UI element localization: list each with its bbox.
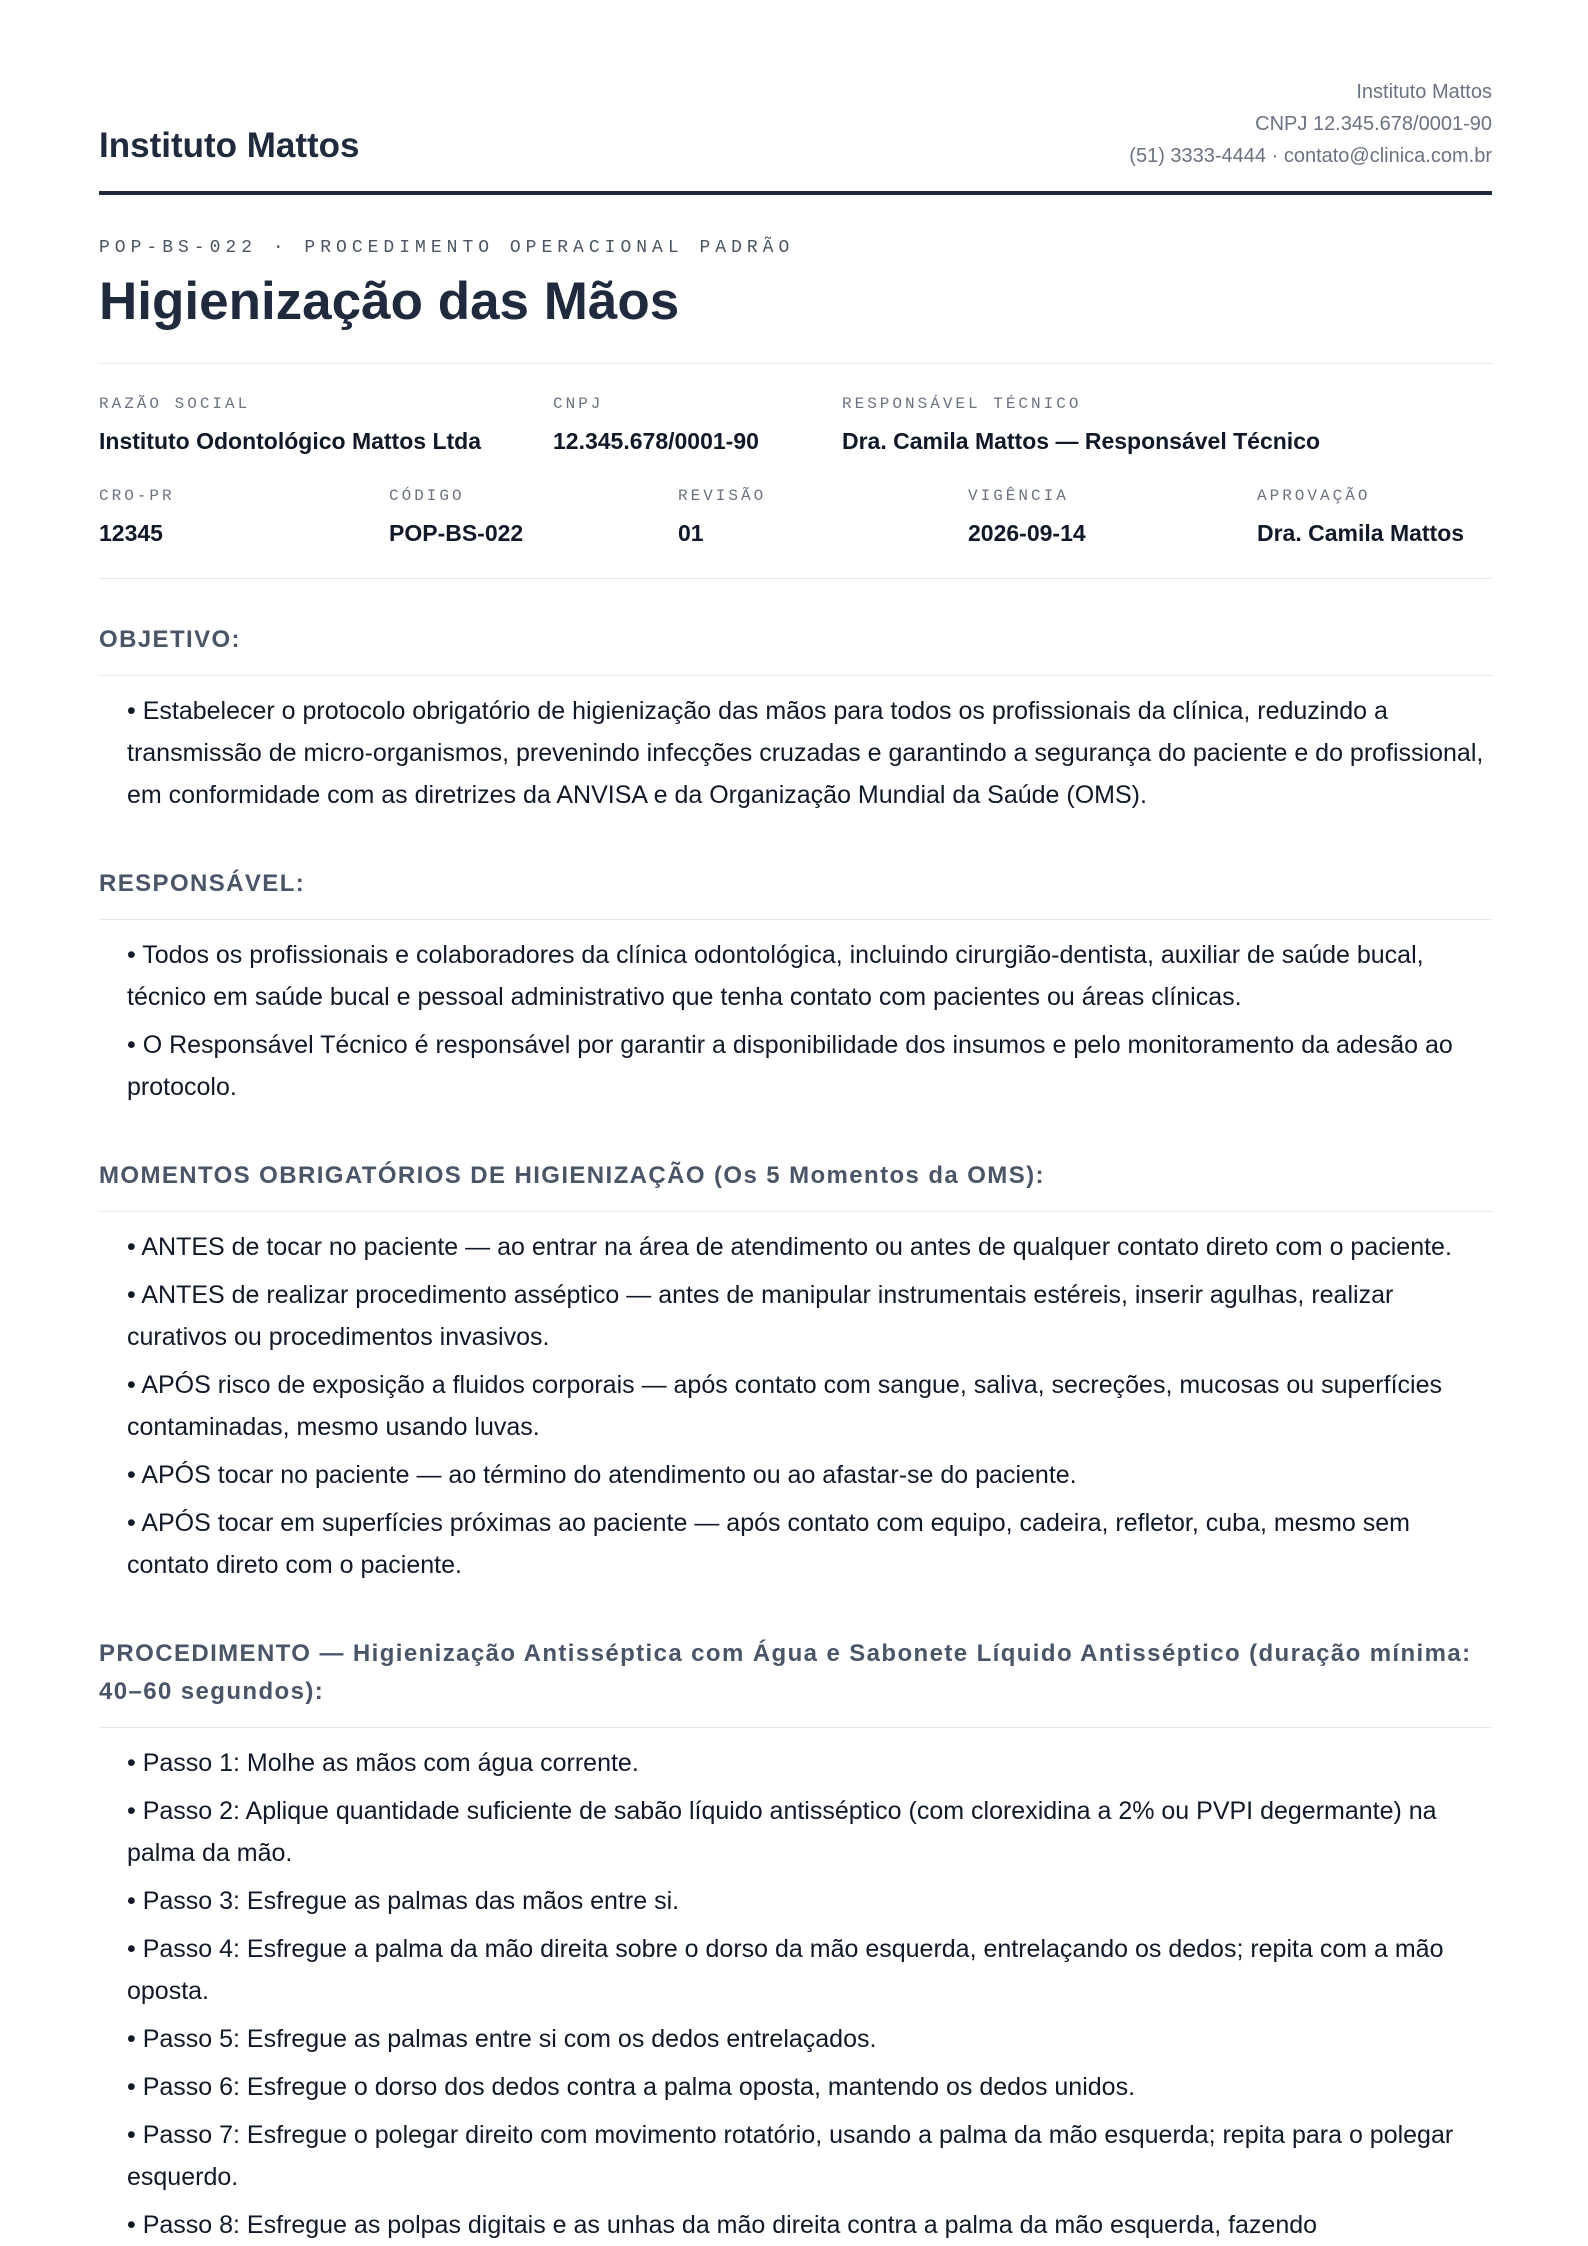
list-item: • Passo 1: Molhe as mãos com água corrente. xyxy=(127,1742,1492,1784)
list-item: • Passo 3: Esfregue as palmas das mãos entre si. xyxy=(127,1880,1492,1922)
meta-value: Instituto Odontológico Mattos Ltda xyxy=(99,428,481,454)
list-item: • Passo 4: Esfregue a palma da mão direita sobre o dorso da mão esquerda, entrelaçando os dedos; repita com a mão oposta. xyxy=(127,1928,1492,2012)
list-item: • Passo 7: Esfregue o polegar direito com movimento rotatório, usando a palma da mão esquerda; repita para o polegar esquerdo. xyxy=(127,2114,1492,2198)
clinic-brand: Instituto Mattos xyxy=(99,126,360,165)
list-item: • APÓS tocar no paciente — ao término do atendimento ou ao afastar-se do paciente. xyxy=(127,1454,1492,1496)
list-item: • Passo 2: Aplique quantidade suficiente de sabão líquido antisséptico (com clorexidina a 2% ou PVPI degermante) na palma da mão. xyxy=(127,1790,1492,1874)
meta-label: RAZÃO SOCIAL xyxy=(99,395,251,413)
letterhead-cnpj: CNPJ 12.345.678/0001-90 xyxy=(1255,113,1492,135)
list-item: • Passo 8: Esfregue as polpas digitais e as unhas da mão direita contra a palma da mão esquerda, fazendo xyxy=(127,2204,1492,2246)
letterhead-contact-block xyxy=(1129,76,1492,172)
list-item: • ANTES de tocar no paciente — ao entrar na área de atendimento ou antes de qualquer contato direto com o paciente. xyxy=(127,1226,1492,1268)
meta-vigencia xyxy=(968,486,1257,548)
section-heading: PROCEDIMENTO — Higienização Antisséptica com Água e Sabonete Líquido Antisséptico (duração mínima: 40–60 segundos): xyxy=(99,1635,1492,1728)
section-momentos xyxy=(99,1157,1492,1586)
meta-codigo xyxy=(389,486,678,548)
section-heading: MOMENTOS OBRIGATÓRIOS DE HIGIENIZAÇÃO (Os 5 Momentos da OMS): xyxy=(99,1157,1492,1212)
section-heading: RESPONSÁVEL: xyxy=(99,865,1492,920)
list-item: • APÓS tocar em superfícies próximas ao paciente — após contato com equipo, cadeira, refletor, cuba, mesmo sem contato direto com o paciente. xyxy=(127,1502,1492,1586)
section-bullets xyxy=(99,920,1492,1108)
section-heading: OBJETIVO: xyxy=(99,621,1492,676)
meta-label: CNPJ xyxy=(553,395,604,413)
meta-label: VIGÊNCIA xyxy=(968,487,1069,505)
meta-value: POP-BS-022 xyxy=(389,520,524,546)
list-item: • Todos os profissionais e colaboradores da clínica odontológica, incluindo cirurgião-dentista, auxiliar de saúde bucal, técnico em saúde bucal e pessoal administrativo que tenha contato com pacientes ou áreas clínicas. xyxy=(127,934,1492,1018)
letterhead-clinic-name: Instituto Mattos xyxy=(1356,81,1492,103)
meta-razao-social xyxy=(99,394,553,456)
meta-cro xyxy=(99,486,389,548)
list-item: • APÓS risco de exposição a fluidos corporais — após contato com sangue, saliva, secreções, mucosas ou superfícies contaminadas, mesmo usando luvas. xyxy=(127,1364,1492,1448)
list-item: • ANTES de realizar procedimento asséptico — antes de manipular instrumentais estéreis, inserir agulhas, realizar curativos ou procedimentos invasivos. xyxy=(127,1274,1492,1358)
section-procedimento xyxy=(99,1635,1492,2246)
letterhead-contact: (51) 3333-4444 · contato@clinica.com.br xyxy=(1129,145,1492,167)
list-item: • O Responsável Técnico é responsável por garantir a disponibilidade dos insumos e pelo monitoramento da adesão ao protocolo. xyxy=(127,1024,1492,1108)
section-objetivo xyxy=(99,621,1492,816)
meta-value: 2026-09-14 xyxy=(968,520,1086,546)
meta-label: CRO-PR xyxy=(99,487,175,505)
meta-label: RESPONSÁVEL TÉCNICO xyxy=(842,395,1082,413)
document-content xyxy=(99,0,1492,2246)
list-item: • Passo 6: Esfregue o dorso dos dedos contra a palma oposta, mantendo os dedos unidos. xyxy=(127,2066,1492,2108)
meta-value: Dra. Camila Mattos — Responsável Técnico xyxy=(842,428,1321,454)
section-bullets xyxy=(99,1728,1492,2246)
document-sections xyxy=(99,621,1492,2246)
meta-label: CÓDIGO xyxy=(389,487,465,505)
meta-value: 12.345.678/0001-90 xyxy=(553,428,759,454)
meta-revisao xyxy=(678,486,968,548)
section-responsavel xyxy=(99,865,1492,1108)
document-title: Higienização das Mãos xyxy=(99,270,1492,364)
meta-value: Dra. Camila Mattos xyxy=(1257,520,1465,546)
meta-value: 12345 xyxy=(99,520,163,546)
metadata-row-company xyxy=(99,394,1492,456)
meta-label: APROVAÇÃO xyxy=(1257,487,1371,505)
section-bullets xyxy=(99,676,1492,816)
letterhead xyxy=(99,0,1492,195)
document-code-line: POP-BS-022 · PROCEDIMENTO OPERACIONAL PADRÃO xyxy=(99,238,795,258)
meta-responsavel-tecnico xyxy=(842,394,1320,456)
metadata-row-document xyxy=(99,486,1492,548)
document-metadata xyxy=(99,364,1492,579)
meta-aprovacao xyxy=(1257,486,1464,548)
meta-cnpj xyxy=(553,394,842,456)
meta-value: 01 xyxy=(678,520,704,546)
list-item: • Passo 5: Esfregue as palmas entre si com os dedos entrelaçados. xyxy=(127,2018,1492,2060)
list-item: • Estabelecer o protocolo obrigatório de higienização das mãos para todos os profissionais da clínica, reduzindo a transmissão de micro-organismos, prevenindo infecções cruzadas e garantindo a segurança do paciente e do profissional, em conformidade com as diretrizes da ANVISA e da Organização Mundial da Saúde (OMS). xyxy=(127,690,1492,816)
meta-label: REVISÃO xyxy=(678,487,767,505)
section-bullets xyxy=(99,1212,1492,1586)
